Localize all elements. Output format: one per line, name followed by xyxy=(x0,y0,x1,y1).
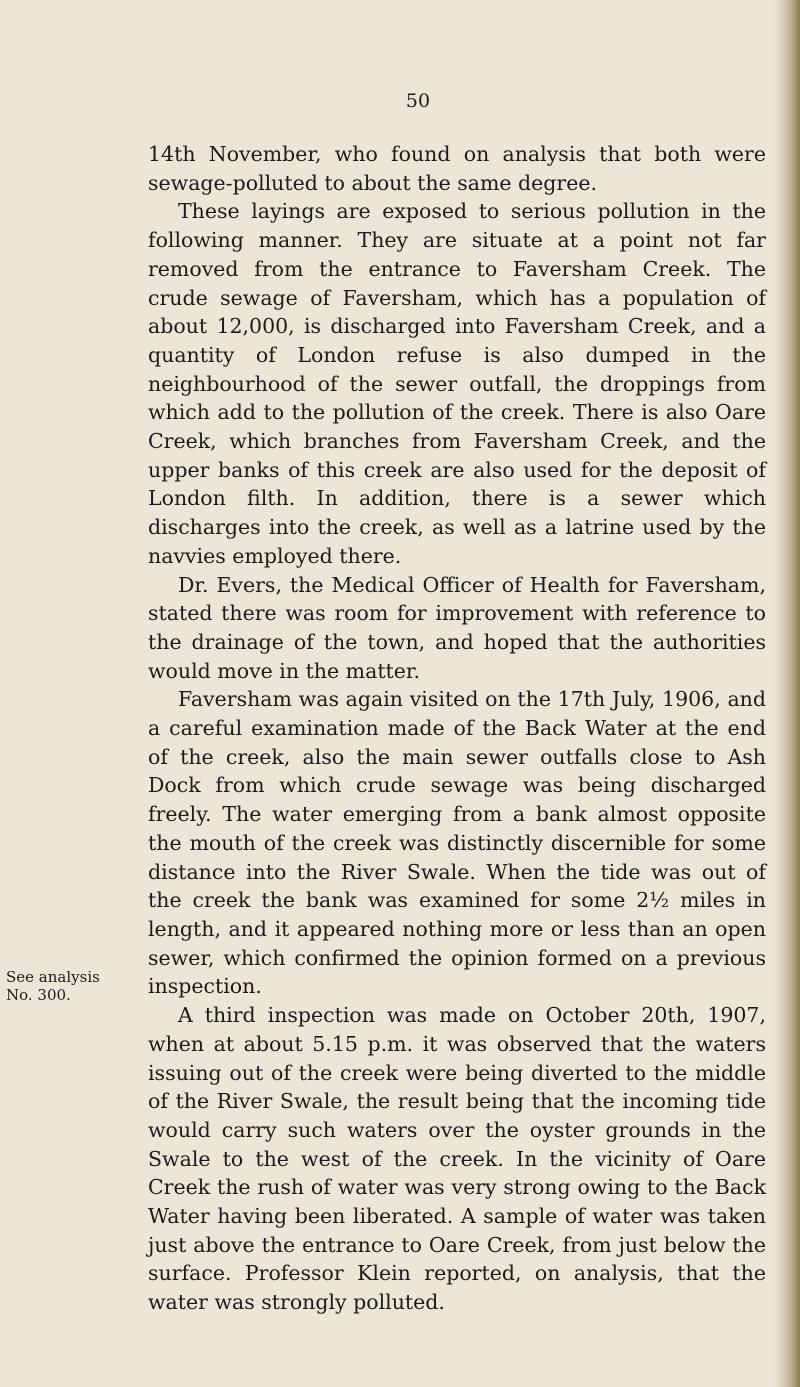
paragraph-3: Dr. Evers, the Medical Officer of Health for Faversham, stated there was room for improvement with reference to the drainage of the town, and hoped that the authorities would move in the matter. xyxy=(148,572,766,683)
paragraph-2: These layings are exposed to serious pollution in the following manner. They are situate at a point not far removed from the entrance to Faversham Creek. The crude sewage of Faversham, which has a population of about 12,000, is discharged into Faversham Creek, and a quantity of London refuse is also dumped in the neighbourhood of the sewer outfall, the droppings from which add to the pollution of the creek. There is also Oare Creek, which branches from Faversham Creek, and the upper banks of this creek are also used for the deposit of London filth. In addition, there is a sewer which discharges into the creek, as well as a latrine used by the navvies employed there. xyxy=(148,199,766,568)
paragraph-1: 14th November, who found on analysis that both were sewage-polluted to about the same degree. xyxy=(148,142,766,195)
margin-note xyxy=(6,968,126,1004)
paragraph-5: A third inspection was made on October 20th, 1907, when at about 5.15 p.m. it was observed that the waters issuing out of the creek were being diverted to the middle of the River Swale, the result being that the incoming tide would carry such waters over the oyster grounds in the Swale to the west of the creek. In the vicinity of Oare Creek the rush of water was very strong owing to the Back Water having been liberated. A sample of water was taken just above the entrance to Oare Creek, from just below the surface. Professor Klein reported, on analysis, that the water was strongly polluted. xyxy=(148,1003,766,1315)
margin-note-line-2: No. 300. xyxy=(6,986,71,1004)
page-edge-shadow xyxy=(774,0,800,1387)
body-text xyxy=(148,140,766,1317)
margin-note-line-1: See analysis xyxy=(6,968,100,986)
page-number: 50 xyxy=(405,90,431,112)
paragraph-4: Faversham was again visited on the 17th July, 1906, and a careful examination made of the Back Water at the end of the creek, also the main sewer outfalls close to Ash Dock from which crude sewage was being discharged freely. The water emerging from a bank almost opposite the mouth of the creek was distinctly discernible for some distance into the River Swale. When the tide was out of the creek the bank was examined for some 2½ miles in length, and it appeared nothing more or less than an open sewer, which confirmed the opinion formed on a previous inspection. xyxy=(148,687,766,999)
